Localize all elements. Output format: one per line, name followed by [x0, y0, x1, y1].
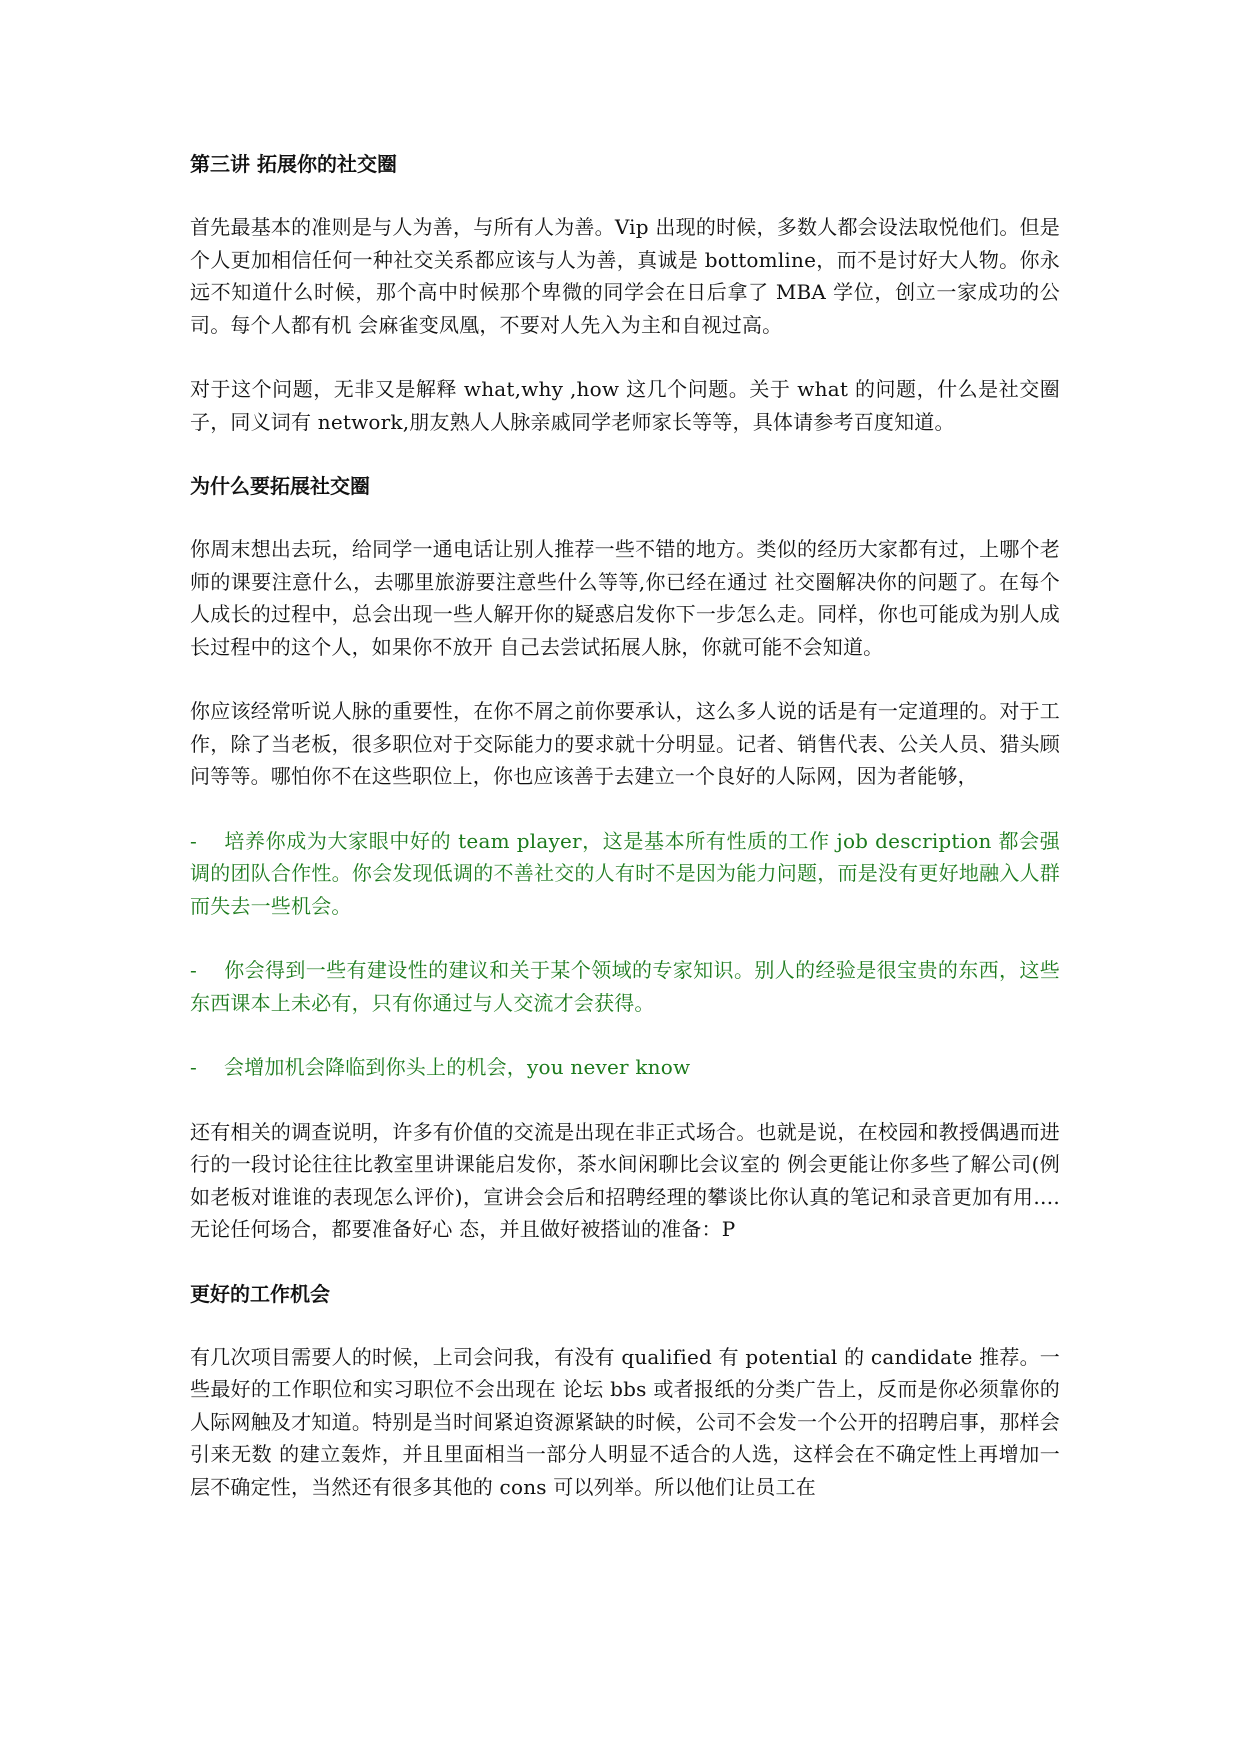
bullet-item-team-player	[190, 825, 1060, 923]
bullet-item-advice	[190, 954, 1060, 1019]
bullet-text: 你会得到一些有建设性的建议和关于某个领域的专家知识。别人的经验是很宝贵的东西，这些东西课本上未必有，只有你通过与人交流才会获得。	[190, 958, 1060, 1015]
paragraph-weekend-example: 你周末想出去玩，给同学一通电话让别人推荐一些不错的地方。类似的经历大家都有过，上哪个老师的课要注意什么，去哪里旅游要注意些什么等等,你已经在通过 社交圈解决你的问题了。在每个人成长的过程中，总会出现一些人解开你的疑惑启发你下一步怎么走。同样，你也可能成为别人成长过程中的这个人，如果你不放开 自己去尝试拓展人脉，你就可能不会知道。	[190, 537, 1060, 659]
paragraph-principle: 首先最基本的准则是与人为善，与所有人为善。Vip 出现的时候，多数人都会设法取悦他们。但是个人更加相信任何一种社交关系都应该与人为善，真诚是 bottomline，而不是讨好大人物。你永远不知道什么时候，那个高中时候那个卑微的同学会在日后拿了 MBA 学位，创立一家成功的公司。每个人都有机 会麻雀变凤凰，不要对人先入为主和自视过高。	[190, 215, 1060, 337]
paragraph-informal-settings: 还有相关的调查说明，许多有价值的交流是出现在非正式场合。也就是说，在校园和教授偶遇而进行的一段讨论往往比教室里讲课能启发你，茶水间闲聊比会议室的 例会更能让你多些了解公司(例如老板对谁谁的表现怎么评价)，宣讲会会后和招聘经理的攀谈比你认真的笔记和录音更加有用….无论任何场合，都要准备好心 态，并且做好被搭讪的准备：P	[190, 1119, 1060, 1241]
section-heading-why: 为什么要拓展社交圈	[190, 474, 370, 498]
paragraph-importance: 你应该经常听说人脉的重要性，在你不屑之前你要承认，这么多人说的话是有一定道理的。对于工作，除了当老板，很多职位对于交际能力的要求就十分明显。记者、销售代表、公关人员、猎头顾问等等。哪怕你不在这些职位上，你也应该善于去建立一个良好的人际网，因为者能够，	[190, 699, 1060, 788]
bullet-text: 培养你成为大家眼中好的 team player，这是基本所有性质的工作 job description 都会强调的团队合作性。你会发现低调的不善社交的人有时不是因为能力问题，而是没有更好地融入人群而失去一些机会。	[190, 828, 1060, 918]
section-heading-jobs: 更好的工作机会	[190, 1281, 330, 1306]
document-body	[190, 148, 1060, 1503]
paragraph-job-referrals: 有几次项目需要人的时候，上司会问我，有没有 qualified 有 potential 的 candidate 推荐。一些最好的工作职位和实习职位不会出现在 论坛 bbs 或者报纸的分类广告上，反而是你必须靠你的人际网触及才知道。特别是当时间紧迫资源紧缺的时候，公司不会发一个公开的招聘启事，那样会引来无数 的建立轰炸，并且里面相当一部分人明显不适合的人选，这样会在不确定性上再增加一层不确定性，当然还有很多其他的 cons 可以列举。所以他们让员工在	[190, 1344, 1060, 1499]
bullet-dash: -	[190, 1055, 197, 1079]
bullet-dash: -	[190, 958, 197, 982]
lecture-title: 第三讲 拓展你的社交圈	[190, 152, 397, 176]
bullet-dash: -	[190, 828, 197, 853]
bullet-item-opportunity	[190, 1051, 1060, 1084]
paragraph-what: 对于这个问题，无非又是解释 what,why ,how 这几个问题。关于 what 的问题，什么是社交圈子，同义词有 network,朋友熟人人脉亲戚同学老师家长等等，具体请参考百度知道。	[190, 377, 1060, 434]
bullet-text: 会增加机会降临到你头上的机会，you never know	[224, 1055, 691, 1079]
